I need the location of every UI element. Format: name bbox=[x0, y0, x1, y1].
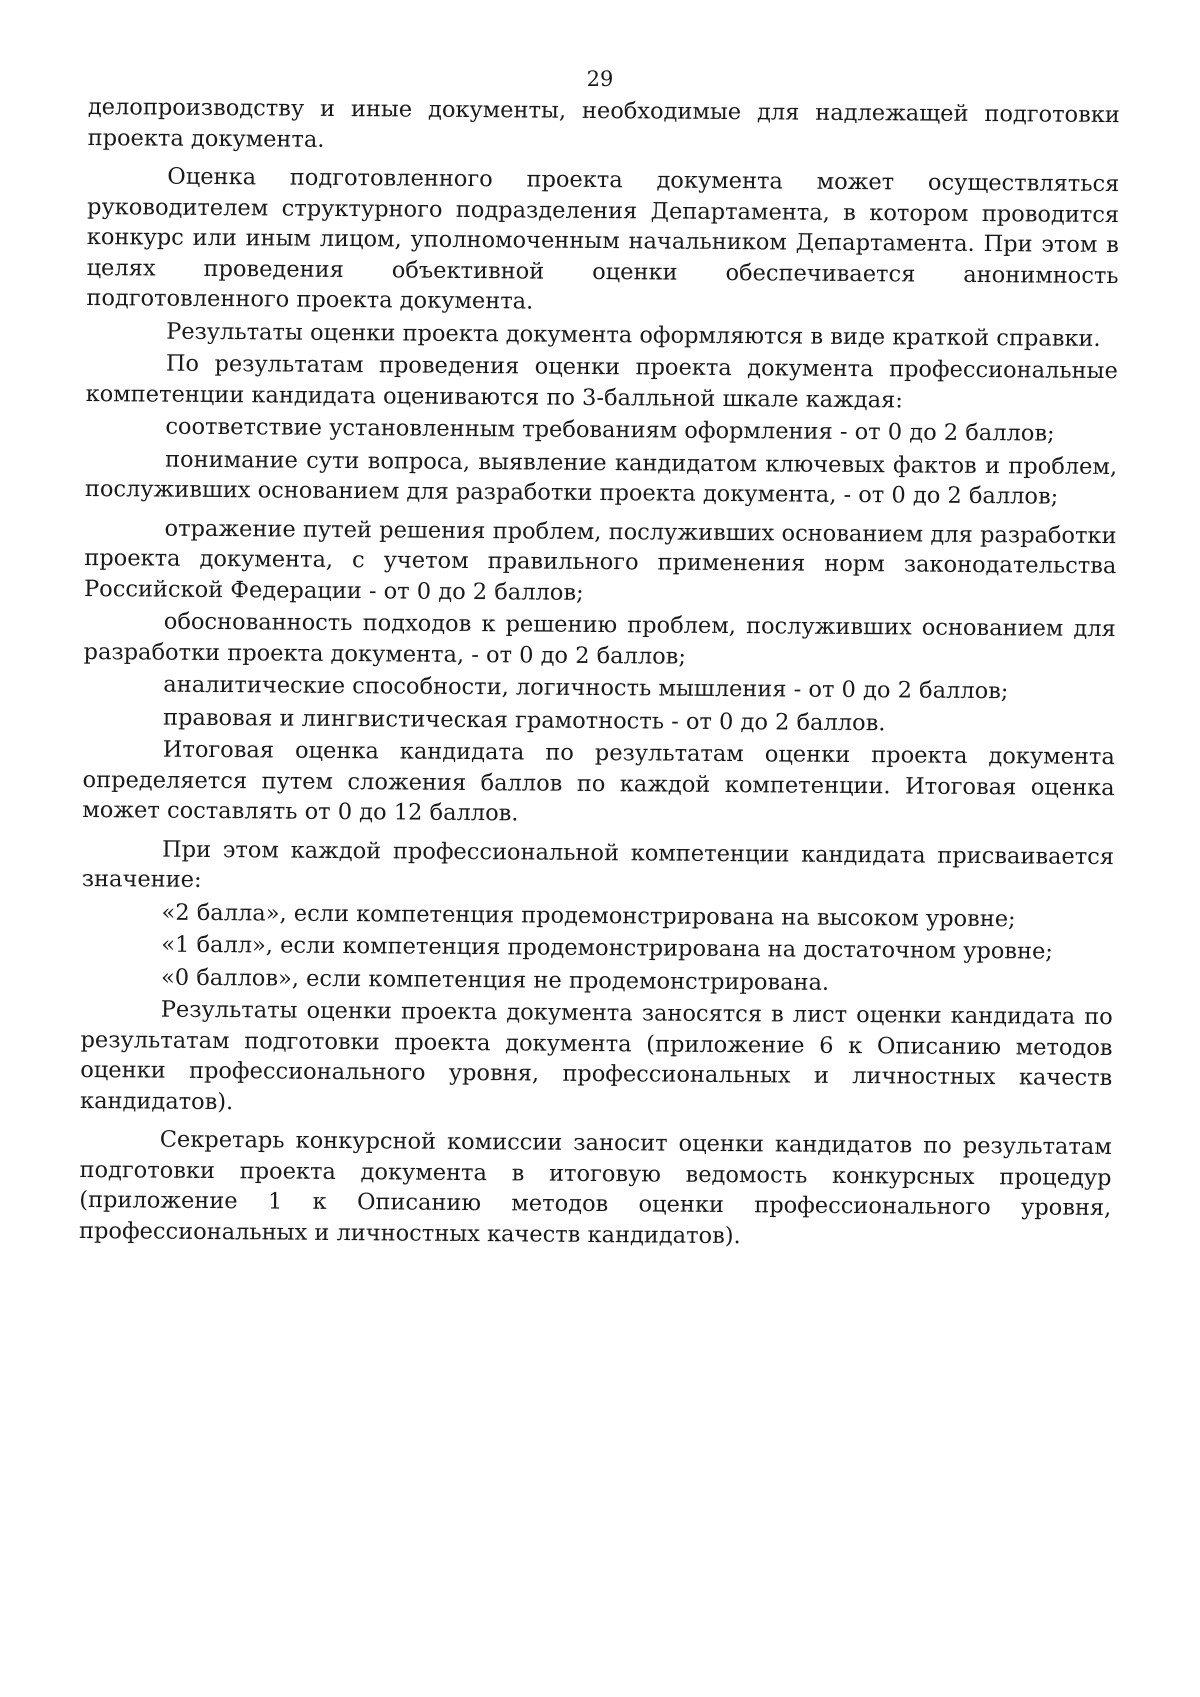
paragraph-total-score: Итоговая оценка кандидата по результатам оценки проекта документа определяется путем сложения баллов по каждой компетенции. Итоговая оценка может составлять от 0 до 12 баллов. bbox=[82, 736, 1115, 827]
paragraph-continuation: делопроизводству и иные документы, необходимые для надлежащей подготовки проекта документа. bbox=[87, 93, 1120, 153]
criterion-approaches: обоснованность подходов к решению проблем, послуживших основанием для разработки проекта документа, - от 0 до 2 баллов; bbox=[83, 608, 1116, 670]
criterion-solutions: отражение путей решения проблем, послуживших основанием для разработки проекта документа, с учетом правильного применения норм законодательства Российской Федерации - от 0 до 2 баллов; bbox=[83, 515, 1117, 606]
paragraph-secretary: Секретарь конкурсной комиссии заносит оценки кандидатов по результатам подготовки проекта документа в итоговую ведомость конкурсных процедур (приложение 1 к Описанию методов оценки профессионального уровня, профессиональных и личностных качеств кандидатов). bbox=[78, 1126, 1112, 1249]
paragraph-evaluation-who: Оценка подготовленного проекта документа может осуществляться руководителем структурного подразделения Департамента, в котором проводится конкурс или иным лицом, уполномоченным начальником Департамента. При этом в целях проведения объективной оценки обеспечивается анонимность подготовленного проекта документа. bbox=[86, 163, 1120, 315]
criterion-analytics: аналитические способности, логичность мышления - от 0 до 2 баллов; bbox=[163, 671, 1009, 705]
value-1-point: «1 балл», если компетенция продемонстрирована на достаточном уровне; bbox=[161, 931, 1054, 965]
criterion-understanding: понимание сути вопроса, выявление кандидатом ключевых фактов и проблем, послуживших основанием для разработки проекта документа, - от 0 до 2 баллов; bbox=[84, 446, 1118, 510]
value-2-points: «2 балла», если компетенция продемонстрирована на высоком уровне; bbox=[161, 899, 1016, 932]
value-0-points: «0 баллов», если компетенция не продемонстрирована. bbox=[160, 964, 830, 996]
paragraph-results-recorded: Результаты оценки проекта документа заносятся в лист оценки кандидата по результатам подготовки проекта документа (приложение 6 к Описанию методов оценки профессионального уровня, профессиональных и личностных качеств кандидатов). bbox=[79, 996, 1113, 1115]
paragraph-values-intro: При этом каждой профессиональной компетенции кандидата присваивается значение: bbox=[81, 836, 1115, 893]
criterion-literacy: правовая и лингвистическая грамотность - от 0 до 2 баллов. bbox=[162, 704, 886, 736]
criterion-formatting: соответствие установленным требованиям оформления - от 0 до 2 баллов; bbox=[165, 413, 1055, 447]
paragraph-scale: По результатам проведения оценки проекта документа профессиональные компетенции кандидата оцениваются по 3-балльной шкале каждая: bbox=[85, 350, 1118, 413]
paragraph-result-form: Результаты оценки проекта документа оформляются в виде краткой справки. bbox=[166, 318, 1101, 352]
page-number: 29 bbox=[586, 67, 614, 91]
document-body bbox=[79, 92, 1120, 1256]
